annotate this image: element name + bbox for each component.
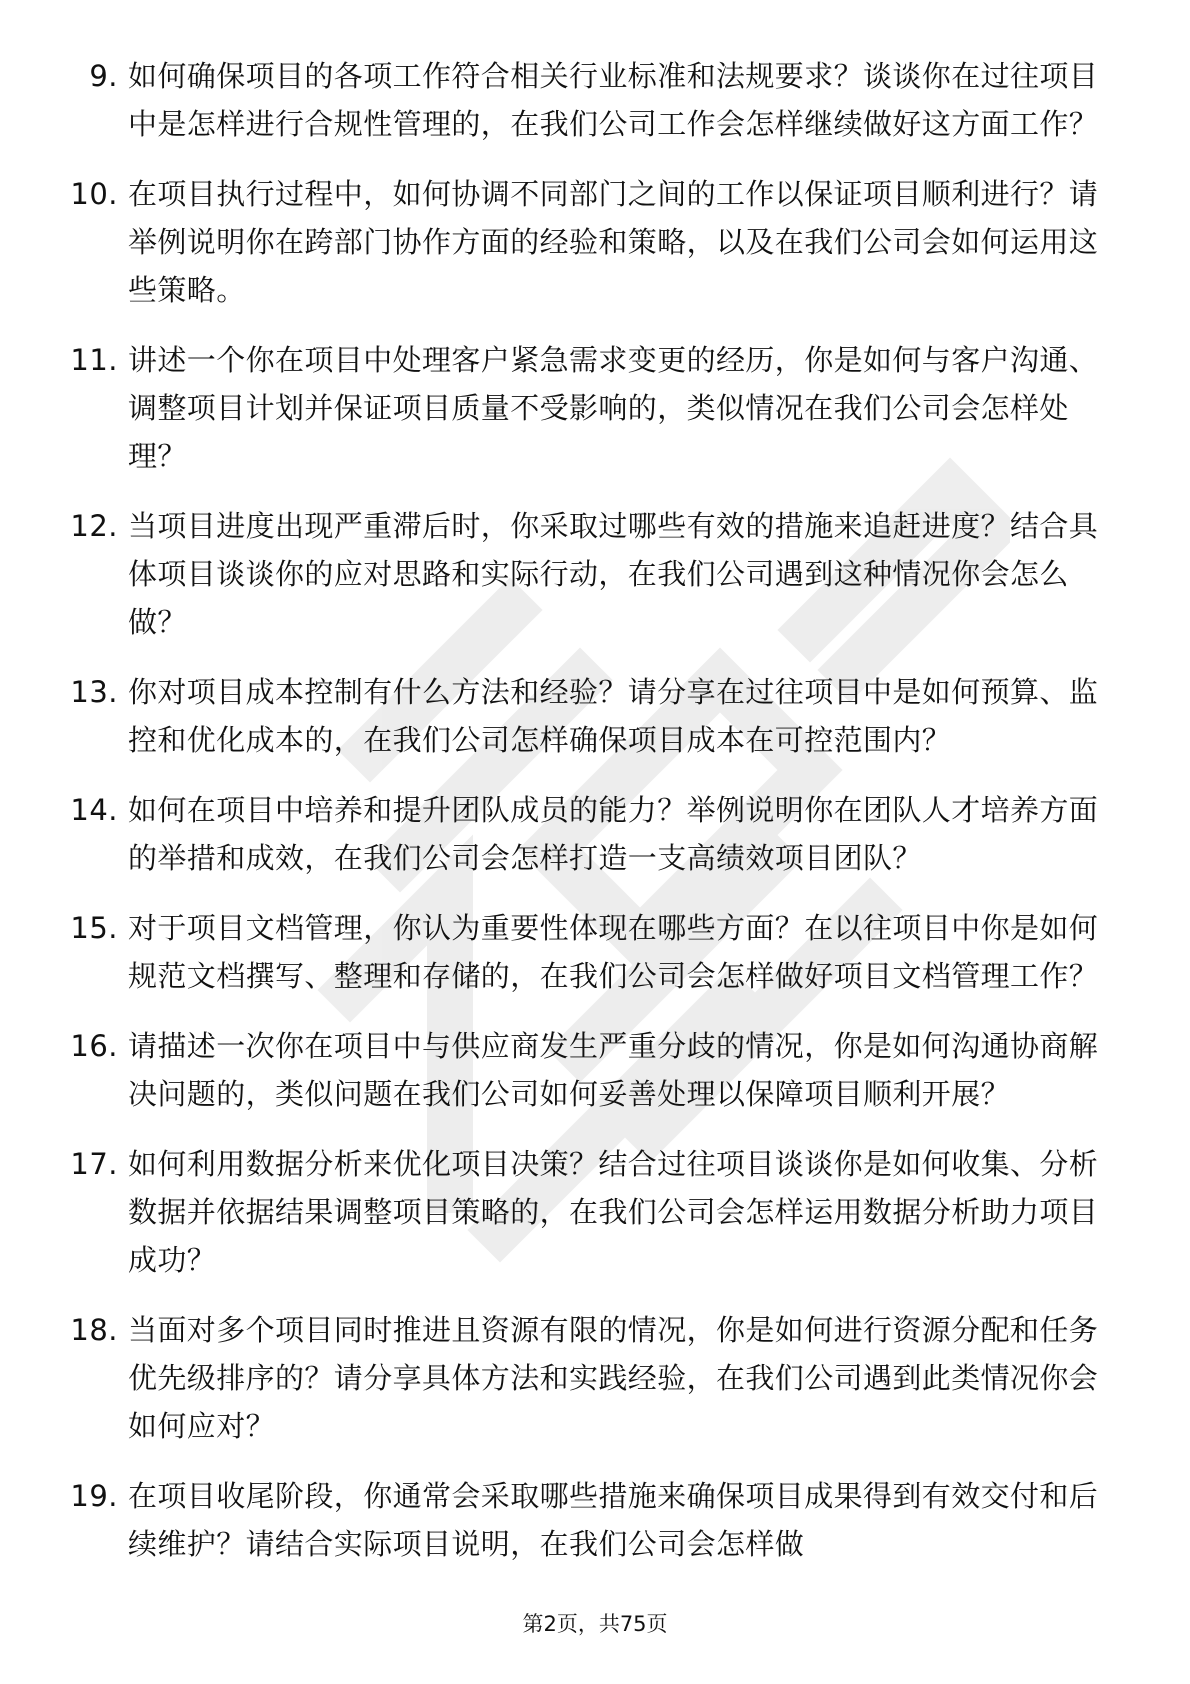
question-number: 13. (70, 675, 118, 709)
question-item (58, 170, 1118, 314)
question-item (58, 502, 1118, 646)
question-item (58, 1306, 1118, 1450)
question-text: 当项目进度出现严重滞后时，你采取过哪些有效的措施来追赶进度？结合具体项目谈谈你的应对思路和实际行动，在我们公司遇到这种情况你会怎么做？ (128, 509, 1099, 639)
question-number: 19. (70, 1479, 118, 1513)
question-text: 请描述一次你在项目中与供应商发生严重分歧的情况，你是如何沟通协商解决问题的，类似问题在我们公司如何妥善处理以保障项目顺利开展？ (128, 1029, 1099, 1111)
question-text: 在项目收尾阶段，你通常会采取哪些措施来确保项目成果得到有效交付和后续维护？请结合实际项目说明，在我们公司会怎样做 (128, 1479, 1099, 1561)
question-number: 9. (89, 59, 118, 93)
question-text: 当面对多个项目同时推进且资源有限的情况，你是如何进行资源分配和任务优先级排序的？请分享具体方法和实践经验，在我们公司遇到此类情况你会如何应对？ (128, 1313, 1099, 1443)
question-item (58, 52, 1118, 148)
question-number: 14. (70, 793, 118, 827)
question-item (58, 1022, 1118, 1118)
question-item (58, 786, 1118, 882)
question-item (58, 1472, 1118, 1568)
question-text: 如何利用数据分析来优化项目决策？结合过往项目谈谈你是如何收集、分析数据并依据结果调整项目策略的，在我们公司会怎样运用数据分析助力项目成功？ (128, 1147, 1099, 1277)
question-text: 如何在项目中培养和提升团队成员的能力？举例说明你在团队人才培养方面的举措和成效，在我们公司会怎样打造一支高绩效项目团队？ (128, 793, 1099, 875)
question-list (58, 52, 1118, 1590)
question-item (58, 336, 1118, 480)
question-text: 讲述一个你在项目中处理客户紧急需求变更的经历，你是如何与客户沟通、调整项目计划并保证项目质量不受影响的，类似情况在我们公司会怎样处理？ (128, 343, 1099, 473)
question-number: 18. (70, 1313, 118, 1347)
question-item (58, 904, 1118, 1000)
question-text: 对于项目文档管理，你认为重要性体现在哪些方面？在以往项目中你是如何规范文档撰写、整理和存储的，在我们公司会怎样做好项目文档管理工作？ (128, 911, 1099, 993)
question-number: 16. (70, 1029, 118, 1063)
question-number: 12. (70, 509, 118, 543)
page-footer: 第2页，共75页 (522, 1612, 668, 1636)
question-number: 10. (70, 177, 118, 211)
question-item (58, 668, 1118, 764)
question-number: 11. (70, 343, 118, 377)
question-item (58, 1140, 1118, 1284)
question-number: 15. (70, 911, 118, 945)
question-text: 如何确保项目的各项工作符合相关行业标准和法规要求？谈谈你在过往项目中是怎样进行合规性管理的，在我们公司工作会怎样继续做好这方面工作？ (128, 59, 1099, 141)
question-text: 在项目执行过程中，如何协调不同部门之间的工作以保证项目顺利进行？请举例说明你在跨部门协作方面的经验和策略，以及在我们公司会如何运用这些策略。 (128, 177, 1099, 307)
question-number: 17. (70, 1147, 118, 1181)
question-text: 你对项目成本控制有什么方法和经验？请分享在过往项目中是如何预算、监控和优化成本的，在我们公司怎样确保项目成本在可控范围内？ (128, 675, 1099, 757)
